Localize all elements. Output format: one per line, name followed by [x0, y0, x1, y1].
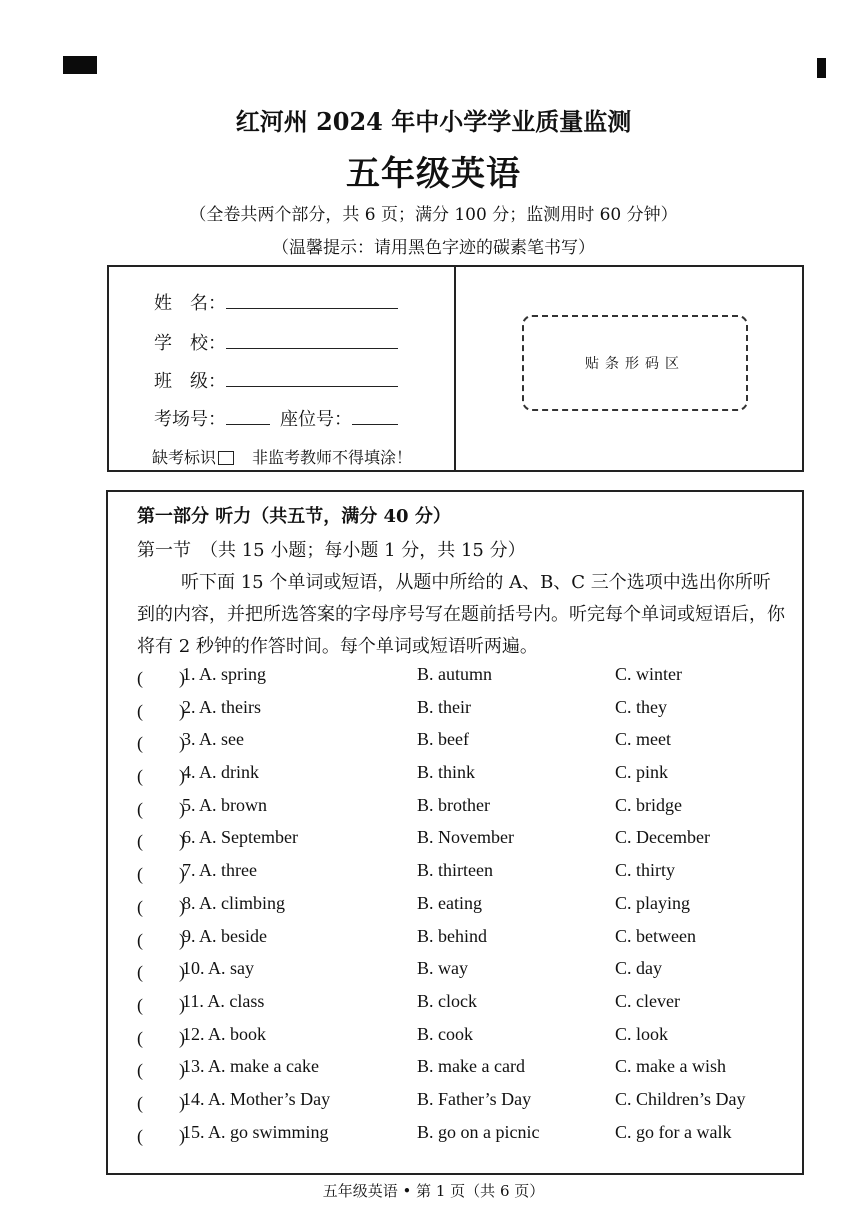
option-a: 11. A. class	[182, 990, 265, 1011]
option-c: C. thirty	[615, 860, 676, 881]
option-b: B. their	[417, 696, 471, 717]
option-c: C. go for a walk	[615, 1121, 732, 1142]
option-a: 7. A. three	[182, 860, 257, 881]
class-line[interactable]	[226, 368, 398, 387]
option-c: C. bridge	[615, 794, 682, 815]
answer-bracket[interactable]: ( )	[137, 1027, 185, 1048]
question-row	[137, 1024, 797, 1057]
answer-bracket[interactable]: ( )	[137, 1092, 185, 1113]
name-field[interactable]	[154, 289, 398, 315]
answer-bracket[interactable]: ( )	[137, 798, 185, 819]
question-list	[137, 664, 797, 1154]
answer-bracket[interactable]: ( )	[137, 1060, 185, 1081]
name-label: 姓 名：	[154, 293, 226, 314]
question-row	[137, 926, 797, 959]
answer-bracket[interactable]: ( )	[137, 962, 185, 983]
question-row	[137, 860, 797, 893]
option-b: B. make a card	[417, 1056, 525, 1077]
question-row	[137, 1089, 797, 1122]
option-a: 14. A. Mother’s Day	[182, 1088, 331, 1109]
option-a: 1. A. spring	[182, 664, 267, 684]
option-a: 4. A. drink	[182, 762, 260, 783]
option-b: B. eating	[417, 892, 482, 913]
option-a: 10. A. say	[182, 958, 254, 979]
seat-label: 座位号：	[280, 409, 352, 430]
option-b: B. Father’s Day	[417, 1088, 532, 1109]
option-c: C. Children’s Day	[615, 1088, 746, 1109]
absent-note: 非监考教师不得填涂！	[252, 448, 413, 467]
option-b: B. behind	[417, 925, 487, 946]
exam-info: （全卷共两个部分，共 6 页；满分 100 分；监测用时 60 分钟）	[189, 205, 678, 225]
answer-bracket[interactable]: ( )	[137, 994, 185, 1015]
question-row	[137, 664, 797, 697]
option-a: 9. A. beside	[182, 925, 267, 946]
option-a: 15. A. go swimming	[182, 1121, 329, 1142]
absent-checkbox[interactable]	[218, 451, 234, 465]
absent-label: 缺考标识	[152, 448, 217, 467]
question-row	[137, 1122, 797, 1155]
section1-heading: 第一节 （共 15 小题；每小题 1 分，共 15 分）	[137, 540, 526, 561]
exam-title: 红河州 2024 年中小学学业质量监测	[235, 107, 632, 136]
school-field[interactable]	[154, 329, 398, 355]
answer-bracket[interactable]: ( )	[137, 864, 185, 885]
answer-bracket[interactable]: ( )	[137, 733, 185, 754]
option-b: B. think	[417, 762, 476, 783]
option-a: 8. A. climbing	[182, 892, 285, 913]
answer-bracket[interactable]: ( )	[137, 700, 185, 721]
option-a: 12. A. book	[182, 1023, 267, 1044]
subject-title: 五年级英语	[346, 154, 521, 194]
exam-room-line[interactable]	[226, 406, 270, 425]
option-b: B. cook	[417, 1023, 473, 1044]
answer-bracket[interactable]: ( )	[137, 1125, 185, 1146]
class-label: 班 级：	[154, 371, 226, 392]
barcode-label: 贴条形码区	[585, 356, 685, 372]
answer-bracket[interactable]: ( )	[137, 896, 185, 917]
option-b: B. autumn	[417, 664, 492, 684]
school-line[interactable]	[226, 330, 398, 349]
option-c: C. clever	[615, 990, 680, 1011]
part1-heading: 第一部分 听力（共五节，满分 40 分）	[137, 506, 451, 527]
option-c: C. December	[615, 827, 710, 848]
question-row	[137, 958, 797, 991]
option-c: C. they	[615, 696, 667, 717]
option-c: C. playing	[615, 892, 690, 913]
option-b: B. thirteen	[417, 860, 493, 881]
answer-bracket[interactable]: ( )	[137, 929, 185, 950]
option-c: C. pink	[615, 762, 669, 783]
option-c: C. day	[615, 958, 662, 979]
exam-tip: （温馨提示：请用黑色字迹的碳素笔书写）	[272, 238, 595, 258]
option-a: 13. A. make a cake	[182, 1056, 319, 1077]
listening-section-box	[106, 490, 804, 1175]
option-b: B. beef	[417, 729, 469, 750]
student-info-box	[107, 265, 804, 472]
question-row	[137, 827, 797, 860]
exam-room-label: 考场号：	[154, 409, 226, 430]
option-b: B. brother	[417, 794, 490, 815]
exam-room-field[interactable]	[154, 405, 398, 431]
option-c: C. winter	[615, 664, 682, 684]
option-a: 3. A. see	[182, 729, 244, 750]
option-c: C. make a wish	[615, 1056, 726, 1077]
option-a: 5. A. brown	[182, 794, 267, 815]
info-divider	[454, 267, 456, 470]
page-footer: 五年级英语 • 第 1 页（共 6 页）	[322, 1182, 545, 1200]
option-c: C. between	[615, 925, 696, 946]
option-c: C. meet	[615, 729, 671, 750]
question-row	[137, 1056, 797, 1089]
question-row	[137, 893, 797, 926]
absent-marker	[152, 445, 412, 468]
registration-mark-right	[817, 58, 826, 78]
option-c: C. look	[615, 1023, 669, 1044]
seat-line[interactable]	[352, 406, 398, 425]
registration-mark-left	[63, 56, 97, 74]
option-b: B. way	[417, 958, 468, 979]
school-label: 学 校：	[154, 333, 226, 354]
option-b: B. clock	[417, 990, 477, 1011]
class-field[interactable]	[154, 367, 398, 393]
option-a: 2. A. theirs	[182, 696, 261, 717]
option-b: B. November	[417, 827, 514, 848]
question-row	[137, 697, 797, 730]
answer-bracket[interactable]: ( )	[137, 831, 185, 852]
barcode-area	[522, 315, 748, 411]
name-line[interactable]	[226, 290, 398, 309]
option-b: B. go on a picnic	[417, 1121, 540, 1142]
question-row	[137, 729, 797, 762]
answer-bracket[interactable]: ( )	[137, 668, 185, 688]
option-a: 6. A. September	[182, 827, 298, 848]
question-row	[137, 795, 797, 828]
question-row	[137, 762, 797, 795]
question-row	[137, 991, 797, 1024]
answer-bracket[interactable]: ( )	[137, 766, 185, 787]
section1-instructions: 听下面 15 个单词或短语，从题中所给的 A、B、C 三个选项中选出你所听到的内容，并把所选答案的字母序号写在题前括号内。听完每个单词或短语后，你将有 2 秒钟的作答时间。每个单词或短语听两遍。	[137, 572, 785, 657]
